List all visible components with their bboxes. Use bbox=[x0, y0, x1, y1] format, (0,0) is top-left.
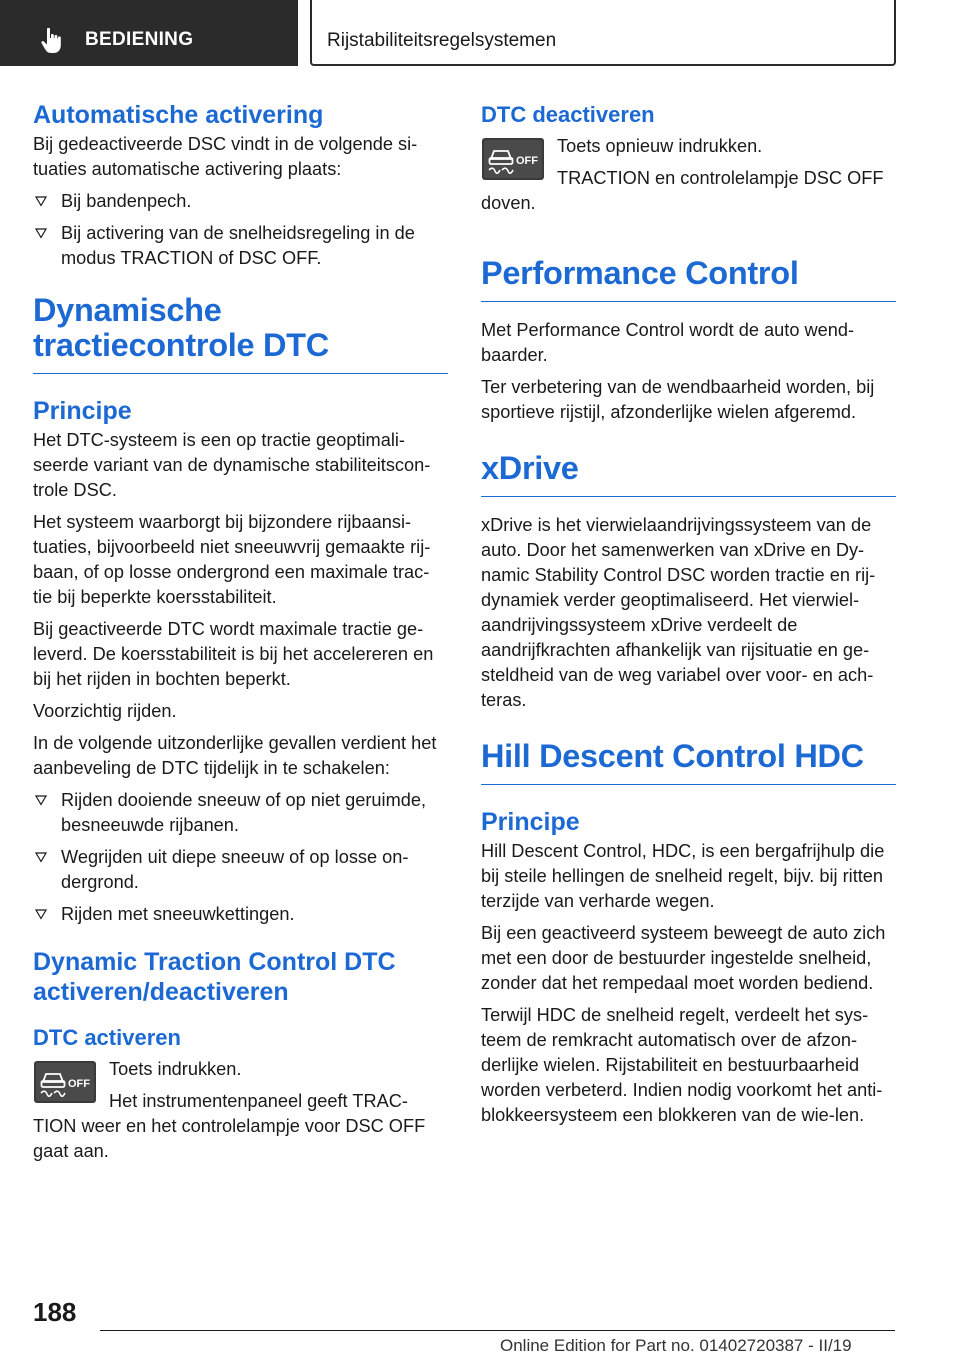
section-tab[interactable] bbox=[310, 0, 896, 66]
dtc-chapter-heading: Dynamische tractiecontrole DTC bbox=[33, 293, 448, 374]
dsc-off-button-icon bbox=[481, 137, 545, 181]
hand-pointer-icon bbox=[38, 25, 68, 55]
hdc-paragraph: Bij een geactiveerd systeem beweegt de auto zich met een door de bestuurder ingestelde snelheid, zonder dat het rempedaal moet worden bediend. bbox=[481, 923, 886, 993]
hdc-paragraph: Terwijl HDC de snelheid regelt, verdeelt het sys-teem de remkracht automatisch over de afzon-derlijke wielen. Rijstabiliteit en bestuurbaarheid worden verbeterd. Indien nodig voorkomt het anti-blokkeersysteem een blokkeren van de wie-len. bbox=[481, 1005, 883, 1125]
triangle-bullet-icon bbox=[35, 195, 47, 207]
list-item-text: Rijden dooiende sneeuw of op niet geruimde, besneeuwde rijbanen. bbox=[61, 790, 427, 835]
list-item bbox=[33, 788, 448, 838]
dtc-activate-text: Het instrumentenpaneel geeft TRAC-TION weer en het controlelampje voor DSC OFF gaat aan. bbox=[33, 1091, 426, 1161]
principe-list bbox=[33, 788, 448, 927]
triangle-bullet-icon bbox=[35, 227, 47, 239]
dtc-deactivate-text: Toets opnieuw indrukken. bbox=[557, 136, 763, 156]
left-column bbox=[33, 100, 448, 1171]
dsc-off-button-label: OFF bbox=[68, 1078, 90, 1090]
xdrive-heading: xDrive bbox=[481, 451, 896, 497]
list-item bbox=[33, 221, 448, 271]
performance-control-heading: Performance Control bbox=[481, 256, 896, 302]
list-item bbox=[33, 845, 448, 895]
right-column bbox=[481, 100, 896, 1135]
principe-heading: Principe bbox=[33, 397, 132, 425]
list-item bbox=[33, 902, 448, 927]
performance-paragraph: Met Performance Control wordt de auto wend-baarder. bbox=[481, 320, 855, 365]
hdc-heading: Hill Descent Control HDC bbox=[481, 739, 896, 785]
list-item-text: Bij activering van de snelheidsregeling in de modus TRACTION of DSC OFF. bbox=[61, 223, 415, 268]
dtc-deactivate-text: TRACTION en controlelampje DSC OFF doven. bbox=[481, 168, 884, 213]
auto-activation-heading: Automatische activering bbox=[33, 101, 324, 129]
section-tab-label: Rijstabiliteitsregelsystemen bbox=[327, 30, 557, 51]
chapter-tab-label: BEDIENING bbox=[85, 29, 194, 50]
edition-note: Online Edition for Part no. 01402720387 - II/19 bbox=[500, 1336, 852, 1355]
auto-activation-list bbox=[33, 189, 448, 271]
auto-activation-text: Bij gedeactiveerde DSC vindt in de volgende si-tuaties automatische activering plaats: bbox=[33, 134, 418, 179]
principe-paragraph: In de volgende uitzonderlijke gevallen verdient het aanbeveling de DTC tijdelijk in te schakelen: bbox=[33, 733, 437, 778]
chapter-tab[interactable] bbox=[0, 0, 298, 66]
hdc-principe-heading: Principe bbox=[481, 808, 580, 836]
dtc-deactivate-block bbox=[481, 134, 896, 216]
dtc-act-deact-heading: Dynamic Traction Control DTC activeren/deactiveren bbox=[33, 948, 396, 1006]
list-item-text: Rijden met sneeuwkettingen. bbox=[61, 904, 295, 924]
page-header bbox=[0, 0, 960, 66]
hdc-paragraph: Hill Descent Control, HDC, is een bergafrijhulp die bij steile hellingen de snelheid regelt, bijv. bij ritten terzijde van verharde wegen. bbox=[481, 841, 885, 911]
principe-paragraph: Het DTC-systeem is een op tractie geoptimali-seerde variant van de dynamische stabiliteitscon-trole DSC. bbox=[33, 430, 431, 500]
dtc-activate-text: Toets indrukken. bbox=[109, 1059, 242, 1079]
dsc-off-button-label: OFF bbox=[516, 155, 538, 167]
list-item-text: Wegrijden uit diepe sneeuw of op losse on-dergrond. bbox=[61, 847, 409, 892]
performance-paragraph: Ter verbetering van de wendbaarheid worden, bij sportieve rijstijl, afzonderlijke wielen afgeremd. bbox=[481, 377, 875, 422]
footer-divider bbox=[100, 1330, 895, 1331]
principe-paragraph: Voorzichtig rijden. bbox=[33, 701, 177, 721]
triangle-bullet-icon bbox=[35, 851, 47, 863]
principe-paragraph: Bij geactiveerde DTC wordt maximale tractie ge-leverd. De koersstabiliteit is bij het accelereren en bij het rijden in bochten beperkt. bbox=[33, 619, 434, 689]
xdrive-paragraph: xDrive is het vierwielaandrijvingssysteem van de auto. Door het samenwerken van xDrive en Dy-namic Stability Control DSC worden tractie en rij-dynamiek verder geoptimaliseerd. Het vierwiel-aandrijvingssysteem xDrive verdeelt de aandrijfkrachten afhankelijk van rijsituatie en ge-steldheid van de weg variabel over voor- en ach-teras. bbox=[481, 515, 876, 710]
dtc-activate-block bbox=[33, 1057, 448, 1164]
dsc-off-button-icon bbox=[33, 1060, 97, 1104]
dtc-deactivate-heading: DTC deactiveren bbox=[481, 102, 655, 127]
list-item bbox=[33, 189, 448, 214]
page-number: 188 bbox=[33, 1297, 77, 1327]
principe-paragraph: Het systeem waarborgt bij bijzondere rijbaansi-tuaties, bijvoorbeeld niet sneeuwvrij gemaakte rij-baan, of op losse ondergrond een maximale trac-tie bij beperkte koersstabiliteit. bbox=[33, 512, 431, 607]
triangle-bullet-icon bbox=[35, 908, 47, 920]
dtc-activate-heading: DTC activeren bbox=[33, 1025, 181, 1050]
triangle-bullet-icon bbox=[35, 794, 47, 806]
list-item-text: Bij bandenpech. bbox=[61, 191, 192, 211]
